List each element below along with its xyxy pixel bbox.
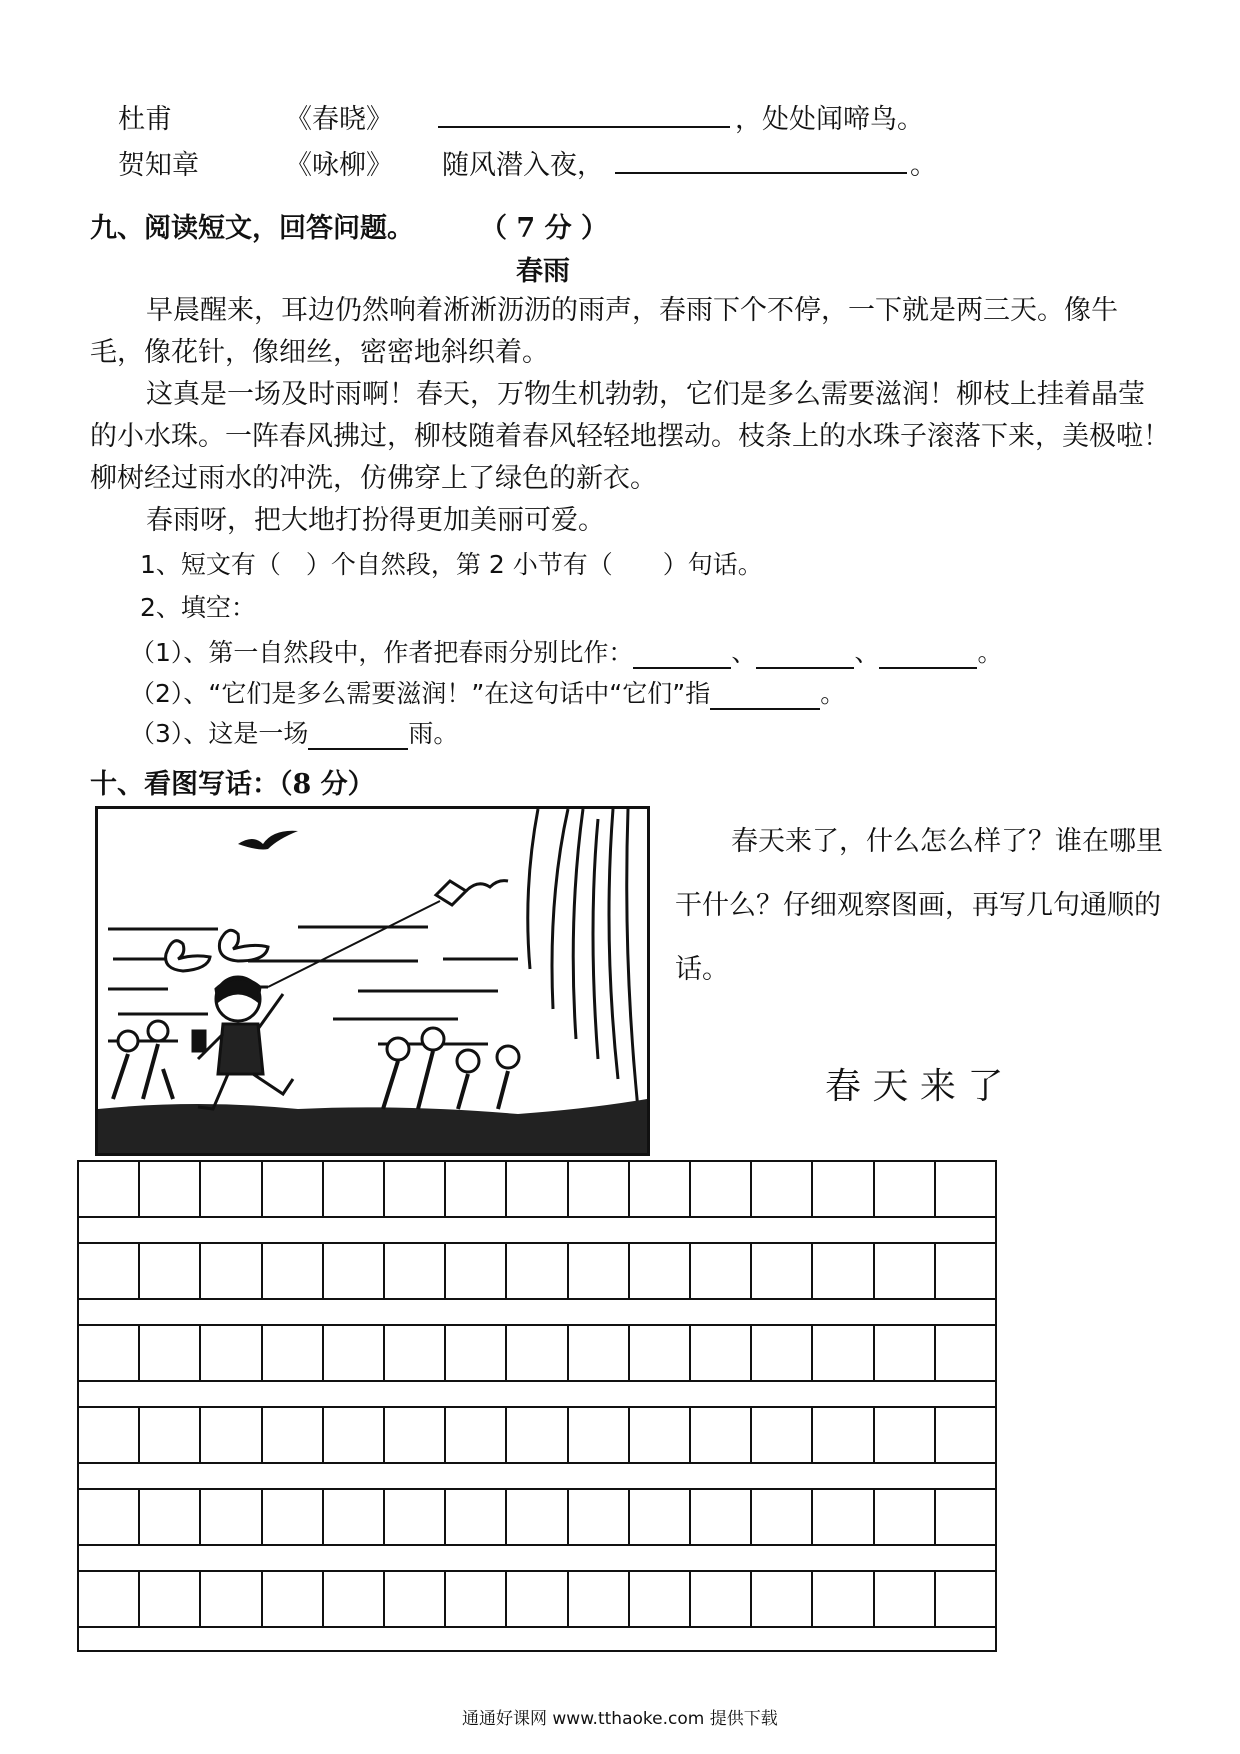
- poem-author-2: 贺知章: [118, 150, 199, 181]
- question-2-3: [130, 714, 458, 750]
- question-2: 2、填空：: [140, 593, 256, 622]
- poem-answer-blank-1[interactable]: [438, 100, 730, 128]
- picture-frame: [95, 806, 650, 1156]
- grid-gap: [77, 1546, 997, 1570]
- poem-line-after-1: ，处处闻啼鸟。: [735, 104, 924, 135]
- question-2-2-end: 。: [820, 679, 846, 708]
- question-2-3-end: 雨。: [408, 719, 459, 748]
- writing-title: 春 天 来 了: [825, 1066, 1004, 1107]
- grid-gap: [77, 1300, 997, 1324]
- poem-title-1: 《春晓》: [285, 104, 393, 135]
- passage-title: 春雨: [516, 256, 570, 287]
- answer-blank-2-1-b[interactable]: [756, 638, 854, 669]
- grid-row[interactable]: [77, 1570, 997, 1628]
- grid-row[interactable]: [77, 1242, 997, 1300]
- answer-blank-2-1-c[interactable]: [879, 638, 977, 669]
- question-2-3-text: （3）、这是一场: [130, 719, 309, 748]
- grid-row[interactable]: [77, 1160, 997, 1218]
- poem-line-after-2: 。: [910, 150, 937, 181]
- kite-icon: [436, 881, 466, 905]
- grid-row[interactable]: [77, 1488, 997, 1546]
- section9-heading: 九、阅读短文，回答问题。: [90, 213, 414, 244]
- passage-paragraph-2: 这真是一场及时雨啊！春天，万物生机勃勃，它们是多么需要滋润！柳枝上挂着晶莹的小水珠。一阵春风拂过，柳枝随着春风轻轻地摆动。枝条上的水珠子滚落下来，美极啦！柳树经过雨水的冲洗，仿佛穿上了绿色的新衣。: [90, 379, 1170, 494]
- grid-gap: [77, 1382, 997, 1406]
- question-2-1-end: 。: [977, 638, 1003, 667]
- passage-paragraph-1: 早晨醒来，耳边仍然响着淅淅沥沥的雨声，春雨下个不停，一下就是两三天。像牛毛，像花针，像细丝，密密地斜织着。: [90, 295, 1118, 368]
- poem-line-before-2: 随风潜入夜，: [442, 150, 604, 181]
- poem-author-1: 杜甫: [118, 104, 172, 135]
- footer-text: 通通好课网 www.tthaoke.com 提供下载: [462, 1709, 778, 1729]
- question-2-1-sep-b: 、: [854, 638, 880, 667]
- grid-gap: [77, 1628, 997, 1652]
- grid-row[interactable]: [77, 1406, 997, 1464]
- question-1: 1、短文有（ ）个自然段，第 2 小节有（ ）句话。: [140, 550, 763, 579]
- question-2-2-text: （2）、“它们是多么需要滋润！”在这句话中“它们”指: [130, 679, 711, 708]
- bird-icon: [238, 831, 298, 850]
- kite-flying-illustration: [98, 809, 647, 1153]
- writing-prompt: 春天来了，什么怎么样了？谁在哪里干什么？仔细观察图画，再写几句通顺的话。: [675, 826, 1163, 985]
- grid-gap: [77, 1464, 997, 1488]
- question-2-2: [130, 674, 845, 710]
- answer-blank-2-1-a[interactable]: [633, 638, 731, 669]
- section10-heading: 十、看图写话：（8 分）: [90, 769, 375, 800]
- answer-blank-2-3[interactable]: [308, 719, 408, 750]
- grid-gap: [77, 1218, 997, 1242]
- section9-points: （ 7 分 ）: [480, 213, 608, 244]
- poem-answer-blank-2[interactable]: [615, 146, 907, 174]
- poem-title-2: 《咏柳》: [285, 150, 393, 181]
- grid-row[interactable]: [77, 1324, 997, 1382]
- question-2-1: [130, 633, 1002, 669]
- question-2-1-sep-a: 、: [731, 638, 757, 667]
- question-2-1-text: （1）、第一自然段中，作者把春雨分别比作：: [130, 638, 634, 667]
- answer-blank-2-2[interactable]: [710, 679, 820, 710]
- passage-paragraph-3: 春雨呀，把大地打扮得更加美丽可爱。: [146, 505, 605, 536]
